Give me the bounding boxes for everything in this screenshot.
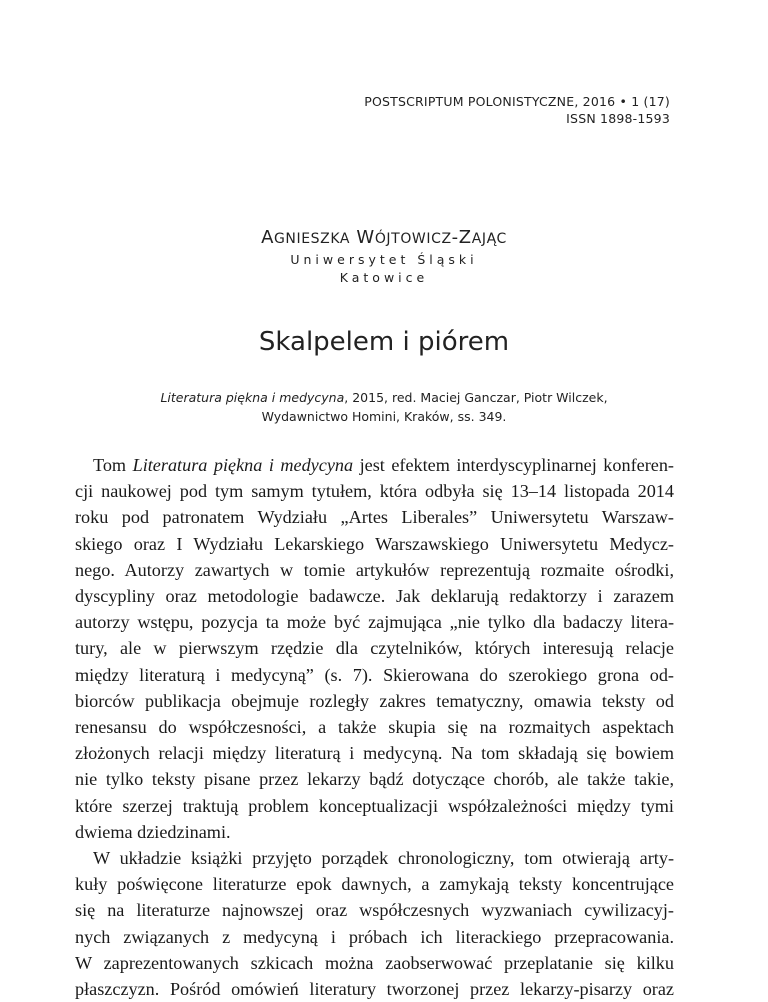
affiliation-city: Katowice xyxy=(339,270,429,285)
body-line: autorzy wstępu, pozycja ta może być zajmująca „nie tylko dla badaczy litera- xyxy=(75,612,674,633)
citation-line-2: Wydawnictwo Homini, Kraków, ss. 349. xyxy=(261,409,507,424)
body-line: kuły poświęcone literaturze epok dawnych, a zamykają teksty koncentrujące xyxy=(75,874,674,895)
paragraph-1 xyxy=(75,478,674,845)
body-line: nego. Autorzy zawartych w tomie artykułów reprezentują rozmaite ośrodki, xyxy=(75,559,674,580)
body-line: biorców publikacja obejmuje rozległy zakres tematyczny, omawia teksty od xyxy=(75,690,674,711)
citation-details: , 2015, red. Maciej Ganczar, Piotr Wilczek, xyxy=(344,390,608,405)
body-line: między literaturą i medycyną” (s. 7). Skierowana do szerokiego grona od- xyxy=(75,664,674,685)
body-line: które szerzej traktują problem konceptualizacji współzależności między tymi xyxy=(75,795,674,816)
body-line: W zaprezentowanych szkicach można zaobserwować przeplatanie się kilku xyxy=(75,952,674,973)
author-block xyxy=(0,226,768,287)
citation-line-1 xyxy=(0,388,768,407)
body-line: nie tylko teksty pisane przez lekarzy bądź dotyczące chorób, ale także takie, xyxy=(75,769,674,790)
article-body xyxy=(75,452,674,1002)
body-line: tury, ale w pierwszym rzędzie dla czytelników, których interesują relacje xyxy=(75,638,674,659)
author-name: AGNIESZKA WÓJTOWICZ-ZAJĄC xyxy=(261,227,507,248)
article-title: Skalpelem i piórem xyxy=(258,327,510,357)
body-line: dwiema dziedzinami. xyxy=(75,821,231,842)
paragraph-2 xyxy=(75,845,674,1002)
body-line: Tom Literatura piękna i medycyna jest efektem interdyscyplinarnej konferen- xyxy=(93,455,674,475)
book-citation xyxy=(0,388,768,426)
body-line: renesansu do współczesności, a także skupia się na rozmaitych aspektach xyxy=(75,717,674,738)
body-line: złożonych relacji między literaturą i medycyną. Na tom składają się bowiem xyxy=(75,743,674,764)
body-line: skiego oraz I Wydziału Lekarskiego Warszawskiego Uniwersytetu Medycz- xyxy=(75,533,674,554)
body-line: W układzie książki przyjęto porządek chronologiczny, tom otwierają arty- xyxy=(93,848,674,869)
journal-header xyxy=(364,93,670,127)
body-line: roku pod patronatem Wydziału „Artes Liberales” Uniwersytetu Warszaw- xyxy=(75,507,674,528)
body-line: dyscypliny oraz metodologie badawcze. Jak deklarują redaktorzy i zarazem xyxy=(75,586,674,607)
affiliation-university: Uniwersytet Śląski xyxy=(290,252,478,267)
citation-book-title: Literatura piękna i medycyna xyxy=(160,390,345,405)
body-book-title: Literatura piękna i medycyna xyxy=(132,455,354,475)
body-line: płaszczyzn. Pośród omówień literatury tworzonej przez lekarzy-pisarzy oraz xyxy=(75,979,674,1000)
journal-line: POSTSCRIPTUM POLONISTYCZNE, 2016 • 1 (17) xyxy=(364,94,670,109)
issn-line: ISSN 1898-1593 xyxy=(566,111,670,126)
body-line: się na literaturze najnowszej oraz współczesnych wyzwaniach cywilizacyj- xyxy=(75,900,674,921)
body-line: nych związanych z medycyną i próbach ich literackiego przepracowania. xyxy=(75,926,674,947)
body-line: cji naukowej pod tym samym tytułem, która odbyła się 13–14 listopada 2014 xyxy=(75,481,674,502)
